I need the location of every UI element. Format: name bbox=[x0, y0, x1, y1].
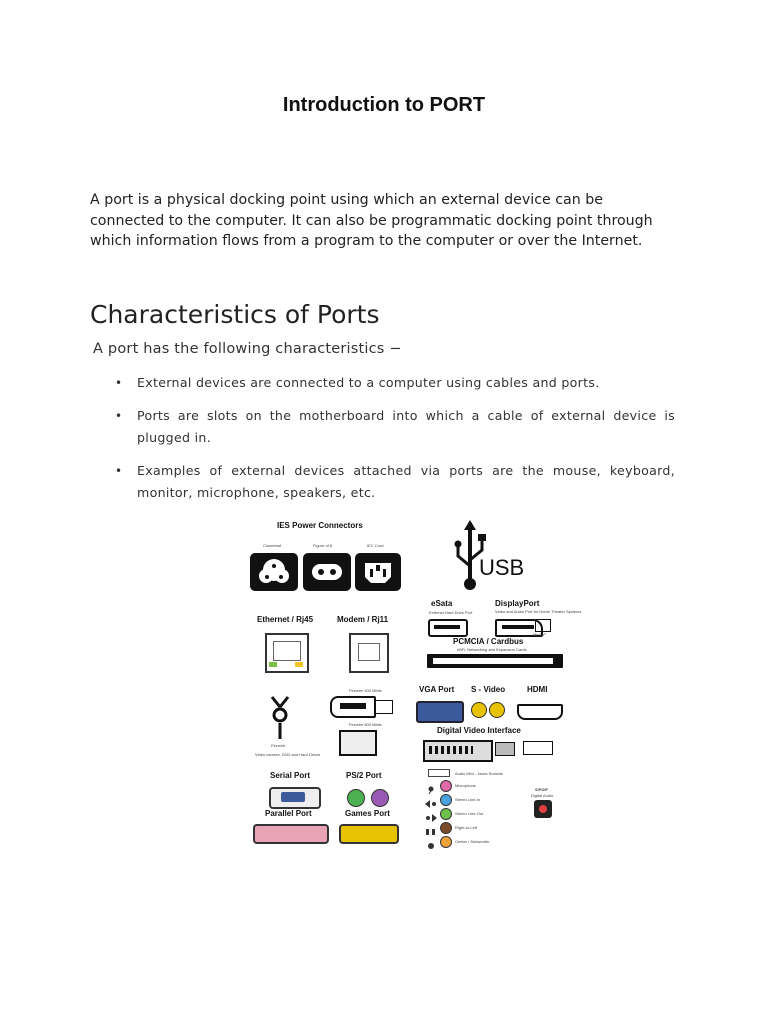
firewire400-label: Firewire 400 Mbits bbox=[349, 688, 382, 693]
line-in-jack bbox=[440, 794, 452, 806]
firewire800-port bbox=[339, 730, 377, 756]
microphone-jack bbox=[440, 780, 452, 792]
line-in-icon bbox=[425, 795, 437, 803]
audio-label: Microphone bbox=[455, 783, 476, 788]
mini-dvi-port bbox=[495, 742, 515, 756]
spdif-port bbox=[534, 800, 552, 818]
audio-label: Center / Subwoofer bbox=[455, 839, 490, 844]
audio-jack-plug-icon bbox=[428, 769, 450, 777]
serial-port bbox=[269, 787, 321, 809]
bullet-icon: • bbox=[115, 463, 123, 478]
ps2-mouse-port bbox=[347, 789, 365, 807]
pcmcia-sub: WiFi, Networking and Expansion Cards bbox=[457, 647, 527, 652]
list-item: • External devices are connected to a computer using cables and ports. bbox=[115, 372, 675, 395]
list-item: • Examples of external devices attached via ports are the mouse, keyboard, monitor, microphone, speakers, etc. bbox=[115, 460, 675, 505]
figure8-icon bbox=[303, 553, 351, 591]
modem-label: Modem / Rj11 bbox=[337, 615, 389, 624]
serial-label: Serial Port bbox=[270, 771, 311, 780]
firewire-sub: Video camera, DVD and Hard Drives bbox=[255, 752, 321, 757]
audio-label: Right-to-Left bbox=[455, 825, 478, 830]
characteristics-list bbox=[115, 372, 675, 515]
firewire-label: Firewire bbox=[271, 743, 286, 748]
vga-port bbox=[416, 701, 464, 723]
vga-label: VGA Port bbox=[419, 685, 455, 694]
micro-dvi-port bbox=[523, 741, 553, 755]
dvi-port bbox=[423, 740, 493, 762]
right-to-left-icon bbox=[426, 823, 436, 831]
bullet-icon: • bbox=[115, 408, 123, 423]
line-out-jack bbox=[440, 808, 452, 820]
ps2-keyboard-port bbox=[371, 789, 389, 807]
hdmi-label: HDMI bbox=[527, 685, 548, 694]
svideo-port-2 bbox=[489, 702, 505, 718]
ies-iec-label: IEC Cord bbox=[367, 543, 384, 548]
audio-title: Audio Mini - Jacks Sockets bbox=[455, 771, 503, 776]
cloverleaf-port bbox=[250, 553, 298, 591]
parallel-label: Parallel Port bbox=[265, 809, 312, 818]
hdmi-port bbox=[517, 704, 563, 720]
pcmcia-port bbox=[427, 654, 563, 668]
displayport-sub: Video and Audio Port for Home Theater Systems bbox=[495, 609, 582, 614]
lead-text: A port has the following characteristics − bbox=[93, 341, 402, 357]
subwoofer-icon bbox=[427, 837, 435, 845]
minidp-label: MiniDP bbox=[533, 632, 546, 637]
audio-label: Stereo Line-In bbox=[455, 797, 481, 802]
firewire-icon bbox=[260, 693, 300, 743]
ports-figure bbox=[245, 515, 582, 853]
svideo-port-1 bbox=[471, 702, 487, 718]
usb-label: USB bbox=[479, 555, 525, 580]
subwoofer-jack bbox=[440, 836, 452, 848]
dvi-label: Digital Video Interface bbox=[437, 726, 521, 735]
spdif-sub: Digital Audio bbox=[531, 793, 554, 798]
iec-port bbox=[355, 553, 401, 591]
pcmcia-label: PCMCIA / Cardbus bbox=[453, 637, 524, 646]
modem-port bbox=[349, 633, 389, 673]
firewire-mini-port bbox=[375, 700, 393, 714]
figure8-port bbox=[303, 553, 351, 591]
ps2-label: PS/2 Port bbox=[346, 771, 382, 780]
iec-icon bbox=[355, 553, 401, 591]
ies-figure8-label: Figure of 8 bbox=[313, 543, 333, 548]
games-label: Games Port bbox=[345, 809, 390, 818]
page-title: Introduction to PORT bbox=[282, 94, 486, 116]
firewire800-label: Firewire 800 Mbits bbox=[349, 722, 382, 727]
games-port bbox=[339, 824, 399, 844]
ies-title: IES Power Connectors bbox=[277, 521, 363, 530]
line-out-icon bbox=[425, 809, 437, 817]
section-heading: Characteristics of Ports bbox=[90, 300, 380, 329]
right-to-left-jack bbox=[440, 822, 452, 834]
spdif-label: S/PDIF bbox=[535, 787, 548, 792]
parallel-port bbox=[253, 824, 329, 844]
cloverleaf-icon bbox=[250, 553, 298, 591]
esata-sub: External Hard Drive Port bbox=[429, 610, 473, 615]
list-item: • Ports are slots on the motherboard into which a cable of external device is plugged in. bbox=[115, 405, 675, 450]
ethernet-label: Ethernet / Rj45 bbox=[257, 615, 314, 624]
microphone-icon bbox=[427, 781, 435, 789]
displayport-label: DisplayPort bbox=[495, 599, 540, 608]
intro-paragraph: A port is a physical docking point using which an external device can be connected to the computer. It can also be programmatic docking point through which information flows from a program to the computer or over the Internet. bbox=[90, 192, 653, 249]
ies-cloverleaf-label: Cloverleaf bbox=[263, 543, 282, 548]
svideo-label: S - Video bbox=[471, 685, 506, 694]
esata-label: eSata bbox=[431, 599, 453, 608]
esata-port bbox=[428, 619, 468, 637]
bullet-icon: • bbox=[115, 376, 123, 390]
audio-label: Stereo Line-Out bbox=[455, 811, 484, 816]
ethernet-port bbox=[265, 633, 309, 673]
minidp-port bbox=[535, 619, 551, 632]
firewire400-port bbox=[330, 696, 376, 718]
